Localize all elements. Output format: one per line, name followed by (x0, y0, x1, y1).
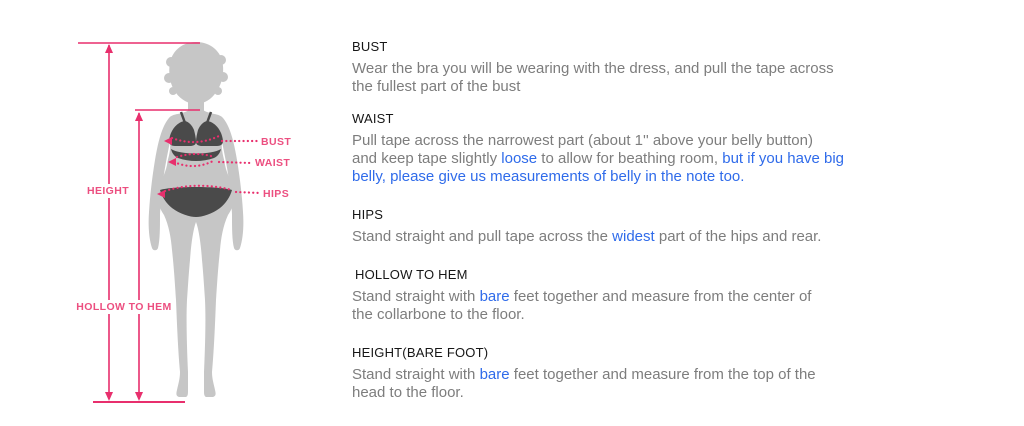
instruction-section (352, 345, 927, 402)
measurement-instructions (352, 39, 927, 402)
section-text (352, 366, 927, 402)
text-segment: and keep tape slightly (352, 150, 502, 167)
hips-leader-dots (236, 192, 260, 193)
section-heading: WAIST (352, 111, 394, 126)
text-segment: the collarbone to the floor. (352, 306, 525, 323)
arrow-down-icon (105, 392, 113, 401)
hair-wave (169, 87, 177, 95)
torso-and-legs (158, 110, 234, 397)
text-segment: head to the floor. (352, 384, 464, 401)
section-heading: BUST (352, 39, 388, 54)
text-segment: Stand straight and pull tape across the (352, 228, 613, 245)
instruction-section (352, 207, 927, 246)
hair-wave (214, 87, 222, 95)
hair-wave (166, 57, 176, 67)
hollow-to-hem-label: HOLLOW TO HEM (73, 300, 174, 314)
text-segment: Pull tape across the narrowest part (about 1'' above your belly button) (352, 132, 813, 149)
section-text (352, 60, 927, 96)
section-text (352, 288, 927, 324)
text-segment: feet together and measure from the top of the (509, 366, 816, 383)
hair-wave (218, 72, 228, 82)
text-segment: but if you have big (722, 150, 845, 167)
arrow-up-icon (135, 112, 143, 121)
text-segment: the fullest part of the bust (352, 78, 521, 95)
text-segment: Wear the bra you will be wearing with the dress, and pull the tape across (352, 60, 834, 77)
bust-label: BUST (261, 136, 292, 148)
text-segment: loose (501, 150, 538, 167)
arrow-down-icon (135, 392, 143, 401)
section-text (352, 132, 927, 186)
text-segment: bare (479, 288, 510, 305)
body-silhouette-figure (0, 0, 340, 426)
text-segment: feet together and measure from the center of (509, 288, 812, 305)
female-silhouette (149, 42, 244, 397)
height-label: HEIGHT (84, 184, 132, 198)
instruction-section (352, 39, 927, 96)
arrow-up-icon (105, 44, 113, 53)
text-segment: part of the hips and rear. (654, 228, 822, 245)
section-heading: HIPS (352, 207, 384, 222)
measurement-diagram (0, 0, 340, 426)
section-heading: HEIGHT(BARE FOOT) (352, 345, 489, 360)
hair-wave (164, 73, 174, 83)
text-segment: belly, please give us measurements of belly in the note too. (352, 168, 745, 185)
waist-label: WAIST (255, 157, 291, 169)
text-segment: to allow for beathing room, (537, 150, 723, 167)
instruction-section (352, 267, 927, 324)
hair-wave (216, 55, 226, 65)
section-text (352, 228, 927, 246)
text-segment: widest (612, 228, 655, 245)
text-segment: Stand straight with (352, 288, 480, 305)
section-heading: HOLLOW TO HEM (355, 267, 468, 282)
text-segment: Stand straight with (352, 366, 480, 383)
instruction-section (352, 111, 927, 186)
hips-label: HIPS (263, 188, 290, 200)
text-segment: bare (479, 366, 510, 383)
